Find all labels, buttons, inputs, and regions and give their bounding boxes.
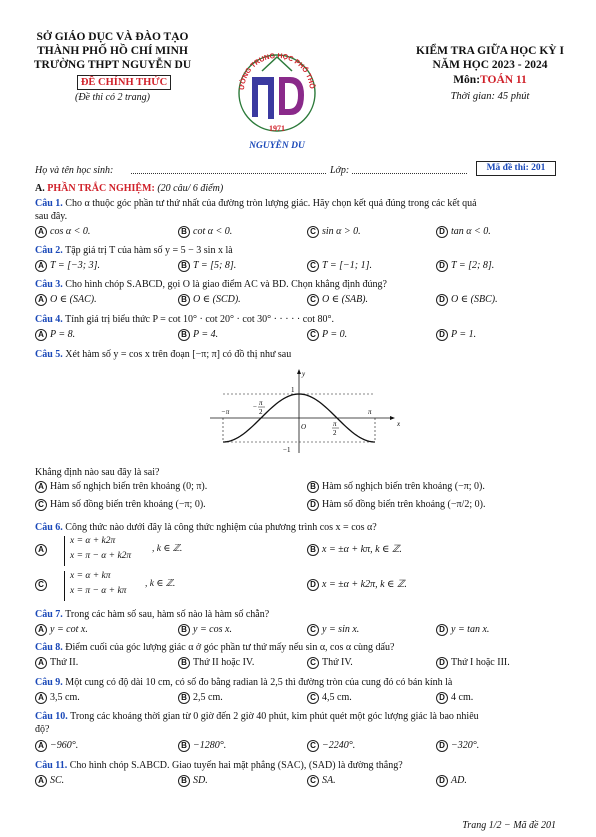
q10-option-d[interactable]: [436, 740, 479, 753]
q10-option-b[interactable]: [178, 740, 226, 753]
question-6-label: Câu 6.: [35, 522, 63, 533]
q3-option-d[interactable]: [436, 294, 498, 307]
q4-option-c[interactable]: [307, 329, 347, 342]
subject-value: TOÁN 11: [480, 74, 527, 86]
graph-label-neg1: −1: [283, 446, 291, 454]
exam-title: KIỂM TRA GIỮA HỌC KỲ I: [416, 45, 564, 57]
q6-option-a-suffix: , k ∈ ℤ.: [152, 544, 183, 554]
question-10: [35, 711, 479, 724]
question-8-text: Điểm cuối của góc lượng giác α ở góc phần tư thứ mấy nếu sin α, cos α cùng dấu?: [65, 642, 395, 653]
q9-option-a-text: 3,5 cm.: [50, 692, 80, 703]
q6-option-a-bracket: [64, 536, 65, 566]
q3-option-a[interactable]: [35, 294, 97, 307]
q7-option-d[interactable]: [436, 624, 489, 637]
question-3-text: Cho hình chóp S.ABCD, gọi O là giao điểm AC và BD. Chọn khẳng định đúng?: [65, 279, 387, 290]
logo-name: NGUYỄN DU: [249, 141, 305, 151]
question-3: [35, 279, 387, 292]
q7-option-c-text: y = sin x.: [322, 624, 360, 635]
question-7-label: Câu 7.: [35, 609, 63, 620]
graph-label-neg-half-den: 2: [259, 408, 263, 416]
option-letter-b: B: [178, 294, 190, 306]
q6-option-d[interactable]: [307, 579, 407, 592]
option-letter-d: D: [307, 499, 319, 511]
page-footer: Trang 1/2 − Mã đề 201: [462, 820, 556, 831]
option-letter-c: C: [307, 624, 319, 636]
q4-option-d[interactable]: [436, 329, 476, 342]
question-9-label: Câu 9.: [35, 677, 63, 688]
q5-option-d[interactable]: [307, 499, 485, 512]
q5-option-d-text: Hàm số đồng biến trên khoảng (−π/2; 0).: [322, 499, 486, 510]
question-7: [35, 609, 269, 622]
graph-label-x: x: [397, 420, 401, 428]
q3-option-c[interactable]: [307, 294, 368, 307]
dept-name: SỞ GIÁO DỤC VÀ ĐÀO TẠO: [36, 31, 189, 43]
option-letter-b: B: [178, 624, 190, 636]
q5-option-c[interactable]: [35, 499, 206, 512]
q5-option-a[interactable]: [35, 481, 207, 494]
q9-option-b-text: 2,5 cm.: [193, 692, 223, 703]
q7-option-b[interactable]: [178, 624, 232, 637]
option-letter-d: D: [307, 579, 319, 591]
question-10-label: Câu 10.: [35, 711, 68, 722]
option-letter-c: C: [307, 294, 319, 306]
q2-option-b-text: T = [5; 8].: [193, 260, 237, 271]
question-3-label: Câu 3.: [35, 279, 63, 290]
q11-option-b[interactable]: [178, 775, 208, 788]
question-1-label: Câu 1.: [35, 198, 63, 209]
question-10-text: Trong các khoảng thời gian từ 0 giờ đến 2 giờ 40 phút, kim phút quét một góc lượng giác là bao nhiêu: [70, 711, 479, 722]
option-letter-b: B: [178, 226, 190, 238]
graph-label-y: y: [302, 370, 306, 378]
question-11-label: Câu 11.: [35, 760, 68, 771]
subject: [400, 73, 580, 87]
question-6-text: Công thức nào dưới đây là công thức nghiệm của phương trình cos x = cos α?: [65, 522, 377, 533]
svg-text:TRƯỜNG TRUNG HỌC PHỔ THÔNG: [232, 33, 317, 90]
q10-option-d-text: −320°.: [451, 740, 480, 751]
option-letter-c: C: [307, 775, 319, 787]
q1-option-a[interactable]: [35, 226, 90, 239]
q11-option-d-text: AD.: [451, 775, 467, 786]
q6-option-b-text: x = ±α + kπ, k ∈ ℤ.: [322, 544, 402, 555]
option-letter-a: A: [35, 740, 47, 752]
q4-option-a-text: P = 8.: [50, 329, 76, 340]
pages-note: (Đề thi có 2 trang): [75, 92, 150, 103]
question-2-label: Câu 2.: [35, 245, 63, 256]
q9-option-d-text: 4 cm.: [451, 692, 474, 703]
option-letter-d: D: [436, 329, 448, 341]
q10-option-a[interactable]: [35, 740, 78, 753]
q9-option-c[interactable]: [307, 692, 352, 705]
q11-option-c-text: SA.: [322, 775, 336, 786]
graph-label-origin: O: [301, 423, 307, 431]
option-letter-c: C: [35, 579, 47, 591]
option-letter-a: A: [35, 544, 47, 556]
student-name-label: Họ và tên học sinh:: [35, 165, 114, 176]
q1-option-b-text: cot α < 0.: [193, 226, 233, 237]
question-8-label: Câu 8.: [35, 642, 63, 653]
question-11: [35, 760, 403, 773]
q6-option-c-line2: x = π − α + kπ: [70, 586, 127, 596]
q9-option-c-text: 4,5 cm.: [322, 692, 352, 703]
section-a-prefix: A.: [35, 183, 45, 194]
q3-option-a-text: O ∈ (SAC).: [50, 294, 97, 305]
question-2: [35, 245, 233, 258]
section-a-title: PHẦN TRẮC NGHIỆM:: [47, 183, 155, 194]
question-6: [35, 522, 377, 535]
option-letter-d: D: [436, 624, 448, 636]
q1-option-c[interactable]: [307, 226, 361, 239]
school-year: NĂM HỌC 2023 - 2024: [432, 59, 548, 71]
q3-option-c-text: O ∈ (SAB).: [322, 294, 369, 305]
q9-option-b[interactable]: [178, 692, 223, 705]
graph-label-half-den: 2: [333, 429, 337, 437]
q4-option-d-text: P = 1.: [451, 329, 477, 340]
q11-option-a[interactable]: [35, 775, 64, 788]
q10-option-b-text: −1280°.: [193, 740, 227, 751]
question-1-text2: sau đây.: [35, 211, 68, 222]
subject-label: Môn:: [453, 74, 481, 86]
q11-option-a-text: SC.: [50, 775, 65, 786]
option-letter-a: A: [35, 624, 47, 636]
option-letter-c: C: [307, 692, 319, 704]
question-11-text: Cho hình chóp S.ABCD. Giao tuyến hai mặt phẳng (SAC), (SAD) là đường thẳng?: [69, 760, 403, 771]
option-letter-d: D: [436, 775, 448, 787]
q2-option-a-text: T = [−3; 3].: [50, 260, 100, 271]
option-letter-c: C: [35, 499, 47, 511]
question-9-text: Một cung có độ dài 10 cm, có số đo bằng radian là 2,5 thì đường tròn của cung đó có bán kính là: [65, 677, 453, 688]
q6-option-d-text: x = ±α + k2π, k ∈ ℤ.: [322, 579, 407, 590]
graph-label-half-num: π: [333, 420, 337, 428]
q3-option-b[interactable]: [178, 294, 241, 307]
q11-option-c[interactable]: [307, 775, 336, 788]
q4-option-b-text: P = 4.: [193, 329, 219, 340]
q8-option-d-text: Thứ I hoặc III.: [451, 657, 510, 668]
question-5-label: Câu 5.: [35, 349, 63, 360]
q7-option-c[interactable]: [307, 624, 359, 637]
class-label: Lớp:: [330, 165, 350, 176]
option-letter-d: D: [436, 226, 448, 238]
question-4-text: Tính giá trị biểu thức P = cot 10° · cot 20° · cot 30° · · · · · cot 80°.: [65, 314, 334, 325]
question-4: [35, 314, 334, 327]
q6-option-c-bracket: [64, 571, 65, 601]
q11-option-d[interactable]: [436, 775, 467, 788]
q8-option-a-text: Thứ II.: [50, 657, 79, 668]
graph-x-arrow: [390, 416, 395, 420]
option-letter-b: B: [307, 544, 319, 556]
logo-arc-text: ƯỜNG TRUNG HỌC PHỔ THÔ: [238, 52, 315, 91]
q2-option-b[interactable]: [178, 260, 236, 273]
q8-option-c-text: Thứ IV.: [322, 657, 353, 668]
q2-option-a[interactable]: [35, 260, 100, 273]
option-letter-b: B: [178, 775, 190, 787]
q1-option-d-text: tan α < 0.: [451, 226, 491, 237]
option-letter-b: B: [178, 740, 190, 752]
graph-label-neg-half-num: π: [259, 399, 263, 407]
q6-option-b[interactable]: [307, 544, 402, 557]
q10-option-a-text: −960°.: [50, 740, 79, 751]
option-letter-b: B: [178, 260, 190, 272]
option-letter-c: C: [307, 657, 319, 669]
option-letter-b: B: [178, 657, 190, 669]
q3-option-b-text: O ∈ (SCD).: [193, 294, 241, 305]
option-letter-d: D: [436, 692, 448, 704]
official-badge: ĐỀ CHÍNH THỨC: [77, 75, 171, 90]
q5-option-b[interactable]: [307, 481, 485, 494]
city-name: THÀNH PHỐ HỒ CHÍ MINH: [37, 45, 188, 57]
q6-option-c-suffix: , k ∈ ℤ.: [145, 579, 176, 589]
q2-option-c-text: T = [−1; 1].: [322, 260, 372, 271]
option-letter-b: B: [307, 481, 319, 493]
question-9: [35, 677, 452, 690]
question-1-text: Cho α thuộc góc phần tư thứ nhất của đường tròn lượng giác. Hãy chọn kết quả đúng trong các kết quả: [65, 198, 477, 209]
option-letter-a: A: [35, 692, 47, 704]
option-letter-b: B: [178, 329, 190, 341]
option-letter-d: D: [436, 294, 448, 306]
q7-option-d-text: y = tan x.: [451, 624, 490, 635]
option-letter-a: A: [35, 294, 47, 306]
section-a-note: (20 câu/ 6 điểm): [157, 183, 224, 194]
q8-option-b[interactable]: [178, 657, 254, 670]
q6-option-c-system: [52, 571, 192, 601]
q11-option-b-text: SD.: [193, 775, 208, 786]
option-letter-c: C: [307, 329, 319, 341]
q2-option-d-text: T = [2; 8].: [451, 260, 495, 271]
question-2-text: Tập giá trị T của hàm số y = 5 − 3 sin x là: [65, 245, 233, 256]
q8-option-c[interactable]: [307, 657, 353, 670]
q1-option-c-text: sin α > 0.: [322, 226, 361, 237]
q6-option-a-line1: x = α + k2π: [70, 536, 116, 546]
option-letter-a: A: [35, 260, 47, 272]
q1-option-b[interactable]: [178, 226, 232, 239]
option-letter-b: B: [178, 692, 190, 704]
question-5-text2: Khẳng định nào sau đây là sai?: [35, 467, 160, 478]
question-5: [35, 349, 291, 362]
question-8: [35, 642, 394, 655]
exam-time: Thời gian: 45 phút: [450, 91, 530, 102]
q10-option-c[interactable]: [307, 740, 355, 753]
q5-option-c-text: Hàm số đồng biến trên khoảng (−π; 0).: [50, 499, 206, 510]
option-letter-d: D: [436, 657, 448, 669]
exam-code: Mã đề thi: 201: [476, 161, 556, 176]
q9-option-d[interactable]: [436, 692, 473, 705]
question-5-text: Xét hàm số y = cos x trên đoạn [−π; π] có đồ thị như sau: [65, 349, 292, 360]
option-letter-a: A: [35, 775, 47, 787]
option-letter-a: A: [35, 329, 47, 341]
q8-option-a[interactable]: [35, 657, 78, 670]
school-name: TRƯỜNG THPT NGUYỄN DU: [33, 59, 192, 71]
question-7-text: Trong các hàm số sau, hàm số nào là hàm số chẵn?: [65, 609, 270, 620]
class-field[interactable]: [352, 173, 467, 174]
graph-label-pos-pi: π: [368, 408, 372, 416]
q9-option-a[interactable]: [35, 692, 80, 705]
q4-option-b[interactable]: [178, 329, 218, 342]
graph-y-arrow: [297, 369, 301, 374]
q7-option-a[interactable]: [35, 624, 88, 637]
q6-option-a-system: [52, 536, 192, 566]
option-letter-c: C: [307, 260, 319, 272]
q8-option-b-text: Thứ II hoặc IV.: [193, 657, 255, 668]
q4-option-c-text: P = 0.: [322, 329, 348, 340]
option-letter-a: A: [35, 481, 47, 493]
logo-year: 1971: [269, 124, 285, 133]
option-letter-a: A: [35, 226, 47, 238]
q2-option-c[interactable]: [307, 260, 372, 273]
section-a-heading: [35, 183, 223, 196]
q10-option-c-text: −2240°.: [322, 740, 356, 751]
question-4-label: Câu 4.: [35, 314, 63, 325]
graph-label-neg-pi: −π: [221, 408, 230, 416]
q6-option-a-line2: x = π − α + k2π: [70, 551, 132, 561]
q4-option-a[interactable]: [35, 329, 75, 342]
q8-option-d[interactable]: [436, 657, 510, 670]
q3-option-d-text: O ∈ (SBC).: [451, 294, 498, 305]
option-letter-d: D: [436, 260, 448, 272]
q6-option-c-line1: x = α + kπ: [70, 571, 111, 581]
school-logo: [232, 33, 322, 155]
q1-option-a-text: cos α < 0.: [50, 226, 91, 237]
option-letter-c: C: [307, 740, 319, 752]
q7-option-a-text: y = cot x.: [50, 624, 88, 635]
question-10-text2: độ?: [35, 724, 50, 735]
q7-option-b-text: y = cos x.: [193, 624, 232, 635]
graph-label-neg-half-sign: −: [253, 403, 257, 411]
option-letter-a: A: [35, 657, 47, 669]
graph-label-1: 1: [291, 386, 295, 394]
q5-option-a-text: Hàm số nghịch biến trên khoảng (0; π).: [50, 481, 208, 492]
q5-option-b-text: Hàm số nghịch biến trên khoảng (−π; 0).: [322, 481, 485, 492]
option-letter-d: D: [436, 740, 448, 752]
q1-option-d[interactable]: [436, 226, 491, 239]
student-name-field[interactable]: [131, 173, 326, 174]
q6-option-a[interactable]: [35, 544, 50, 556]
option-letter-c: C: [307, 226, 319, 238]
q6-option-c[interactable]: [35, 579, 50, 591]
cosine-graph: [205, 368, 405, 458]
q2-option-d[interactable]: [436, 260, 494, 273]
question-1: [35, 198, 477, 211]
